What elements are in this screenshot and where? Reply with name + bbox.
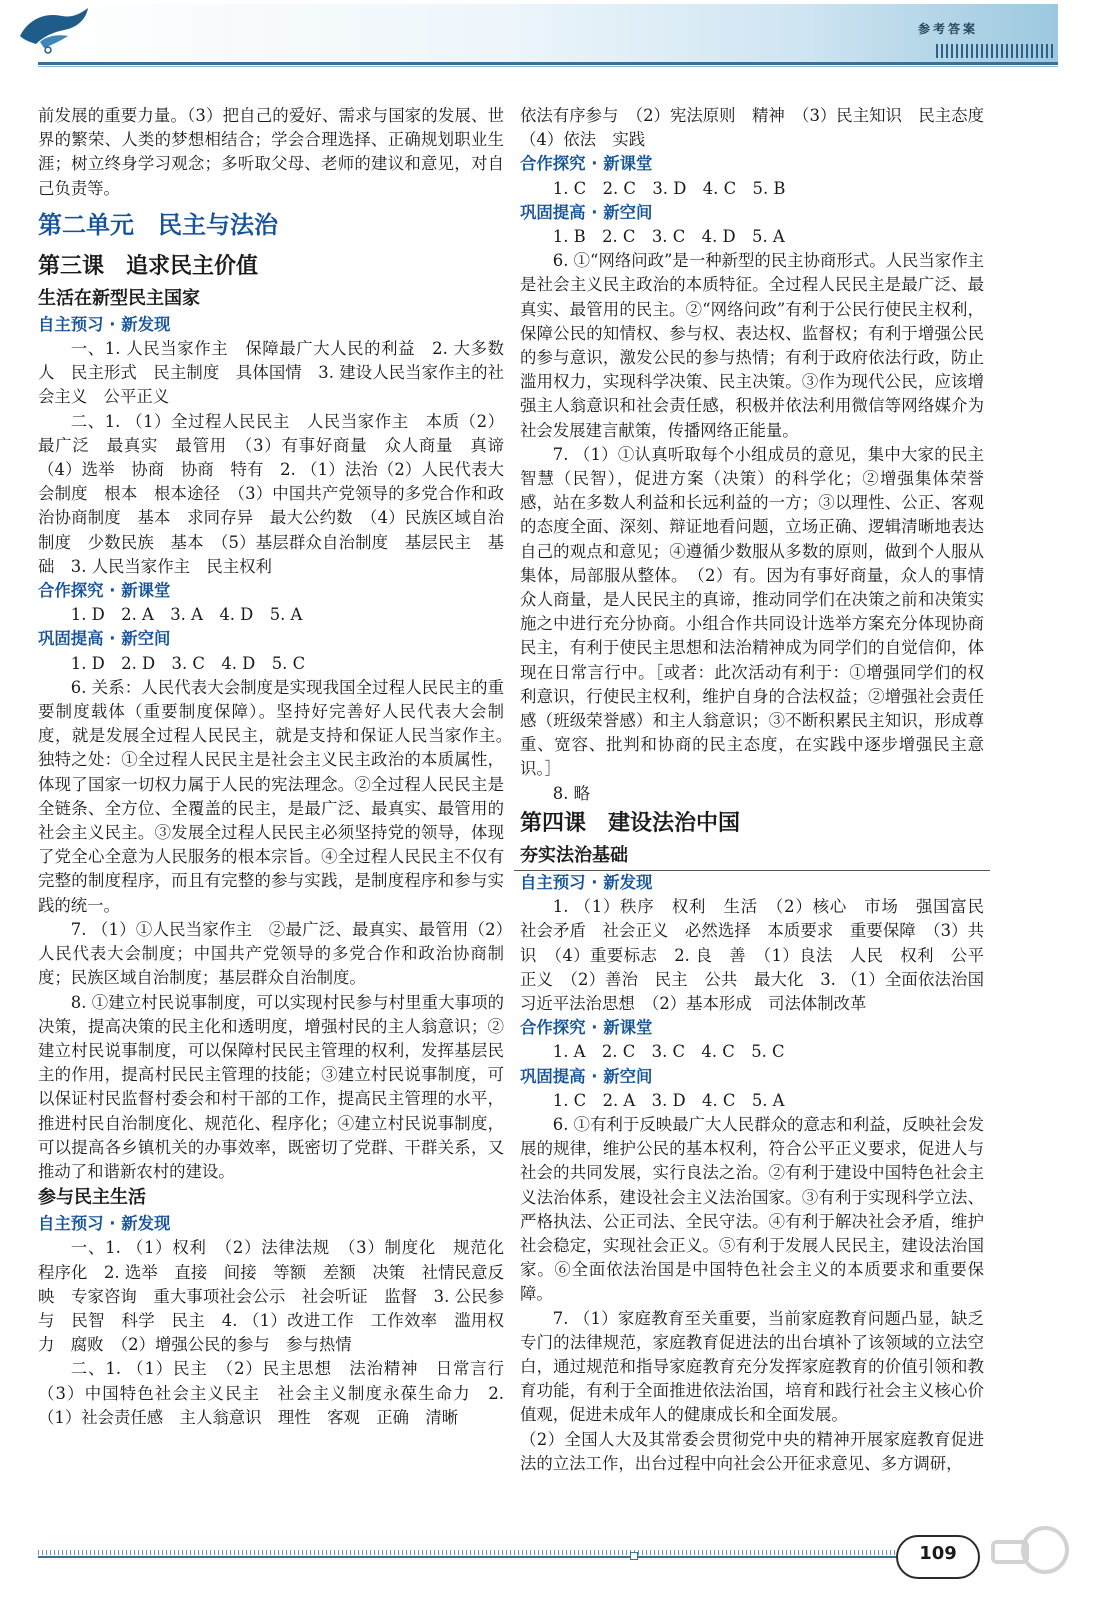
paragraph: 依法有序参与 （2）宪法原则 精神 （3）民主知识 民主态度 （4）依法 实践 xyxy=(520,106,1001,150)
header-rule xyxy=(38,62,1058,65)
section-heading: 自主预习 · 新发现 xyxy=(38,1214,171,1234)
paragraph: 6. 关系：人民代表大会制度是实现我国全过程人民民主的重要制度载体（重要制度保障）。坚持好完善好人民代表大会制度，就是发展全过程人民民主，就是支持和保证人民当家作主。 独特之处：①全过程人民民主是社会主义民主政治的本质属性，体现了国家一切权力属于人民的宪法理念。②全过程人民民主是全链条、全方位、全覆盖的民主，是最广泛、最真实、最管用的社会主义民主。③发展全过程人民民主必须坚持党的领导，体现了党全心全意为人民服务的根本宗旨。④全过程人民民主不仅有完整的制度程序，而且有完整的参与实践，是制度程序和参与实践的统一。 xyxy=(38,677,521,915)
lesson-title: 第三课 追求民主价值 xyxy=(38,253,259,279)
left-column xyxy=(38,104,521,1430)
section-heading: 合作探究 · 新课堂 xyxy=(38,581,171,601)
footer-dot-strip xyxy=(38,1550,898,1555)
header-band xyxy=(38,4,1058,62)
watermark-logo-icon xyxy=(985,1520,1075,1590)
section-heading: 自主预习 · 新发现 xyxy=(38,314,171,334)
section-heading: 巩固提高 · 新空间 xyxy=(520,202,653,222)
header-label: 参考答案 xyxy=(917,22,978,36)
subsection-title: 夯实法治基础 xyxy=(520,844,628,866)
paragraph: 6. ①有利于反映最广大人民群众的意志和利益，反映社会发展的规律，维护公民的基本权利，符合公平正义要求，促进人与社会的共同发展，实行良法之治。②有利于建设中国特色社会主义法治体系，建设社会主义法治国家。③有利于实现科学立法、严格执法、公正司法、全民守法。④有利于解决社会矛盾，维护社会稳定，实现社会正义。⑤有利于发展人民民主，建设法治国家。⑥全面依法治国是中国特色社会主义的本质要求和重要保障。 xyxy=(520,1114,984,1304)
paragraph: 1. D 2. A 3. A 4. D 5. A xyxy=(70,605,303,625)
paragraph: 二、1. （1）民主 （2）民主思想 法治精神 日常言行（3）中国特色社会主义民主 社会主义制度永葆生命力 2. （1）社会责任感 主人翁意识 理性 客观 正确 清晰 xyxy=(38,1359,504,1427)
paragraph: 7. （1）①认真听取每个小组成员的意见，集中大家的民主智慧（民智），促进方案（决策）的科学化；②增强集体荣誉感，站在多数人利益和长远利益的一方；③以理性、公正、客观的态度全面、深刻、辩证地看问题，立场正确、逻辑清晰地表达自己的观点和意见；④遵循少数服从多数的原则，做到个人服从集体，局部服从整体。 （2）有。因为有事好商量，众人的事情众人商量，是人民民主的真谛，推动同学们在决策之前和决策实施之中进行充分协商。小组合作共同设计选举方案充分体现协商民主，有利于使民主思想和法治精神成为同学们的自觉信仰，体现在日常言行中。［或者：此次活动有利于：①增强同学们的权利意识，行使民主权利，维护自身的合法权益；②增强社会责任感（班级荣誉感）和主人翁意识；③不断积累民主知识，形成尊重、宽容、批判和协商的民主态度，在实践中逐步增强民主意识。］ xyxy=(520,444,984,779)
paragraph: 1. （1）秩序 权利 生活 （2）核心 市场 强国富民 社会矛盾 社会正义 必然选择 本质要求 重要保障 （3）共识 （4）重要标志 2. 良 善 （1）良法 人民 权利 公平正义 （2）善治 民主 公共 最大化 3. （1）全面依法治国 习近平法治思想 （2）基本形成 司法体制改革 xyxy=(520,897,1001,1013)
paragraph: 8. ①建立村民说事制度，可以实现村民参与村里重大事项的决策，提高决策的民主化和透明度，增强村民的主人翁意识；②建立村民说事制度，可以保障村民民主管理的权利，发挥基层民主的作用，提高村民民主管理的技能；③建立村民说事制度，可以保证村民监督村委会和村干部的工作，提高民主管理的水平，推进村民自治制度化、规范化、程序化；④建立村民说事制度，可以提高各乡镇机关的办事效率，既密切了党群、干群关系，又推动了和谐新农村的建设。 xyxy=(38,992,504,1181)
footer-square-mark xyxy=(630,1552,638,1560)
section-heading: 自主预习 · 新发现 xyxy=(520,872,653,892)
unit-title: 第二单元 民主与法治 xyxy=(38,210,278,239)
paragraph: 前发展的重要力量。（3）把自己的爱好、需求与国家的发展、世界的繁荣、人类的梦想相结合；学会合理选择、正确规划职业生涯；树立终身学习观念；多听取父母、老师的建议和意见，对自己负责等。 xyxy=(38,106,504,198)
paragraph: 1. C 2. C 3. D 4. C 5. B xyxy=(552,178,786,198)
paragraph: 8. 略 xyxy=(552,783,591,803)
paragraph: 1. D 2. D 3. C 4. D 5. C xyxy=(70,653,306,673)
paragraph: 7. （1）家庭教育至关重要，当前家庭教育问题凸显，缺乏专门的法律规范，家庭教育促进法的出台填补了该领域的立法空白，通过规范和指导家庭教育充分发挥家庭教育的价值引领和教育功能，有利于全面推进依法治国，培育和践行社会主义核心价值观，促进未成年人的健康成长和全面发展。 xyxy=(520,1308,984,1425)
footer-rule xyxy=(38,1556,898,1558)
paragraph: 6. ①“网络问政”是一种新型的民主协商形式。人民当家作主是社会主义民主政治的本质特征。全过程人民民主是最广泛、最真实、最管用的民主。②“网络问政”有利于公民行使民主权利，保障公民的知情权、参与权、表达权、监督权；有利于增强公民的参与意识，激发公民的参与热情；有利于政府依法行政，防止滥用权力，实现科学决策、民主决策。③作为现代公民，应该增强主人翁意识和社会责任感，积极并依法利用微信等网络媒介为社会发展建言献策，传播网络正能量。 xyxy=(520,251,984,440)
section-heading: 巩固提高 · 新空间 xyxy=(520,1066,653,1086)
right-column xyxy=(520,104,1001,1476)
subsection-title: 生活在新型民主国家 xyxy=(38,287,200,309)
paragraph: 1. C 2. A 3. D 4. C 5. A xyxy=(552,1090,785,1110)
header-rule-thin xyxy=(38,66,1058,67)
paragraph: 1. A 2. C 3. C 4. C 5. C xyxy=(552,1042,785,1062)
section-heading: 合作探究 · 新课堂 xyxy=(520,154,653,174)
publisher-logo-icon xyxy=(14,2,104,60)
header-tick-strip xyxy=(936,44,1056,58)
lesson-title: 第四课 建设法治中国 xyxy=(520,810,741,836)
section-heading: 巩固提高 · 新空间 xyxy=(38,629,171,649)
subsection-title: 参与民主生活 xyxy=(38,1187,146,1209)
page-header xyxy=(0,0,1096,70)
paragraph: 一、1. （1）权利 （2）法律法规 （3）制度化 规范化 程序化 2. 选举 直接 间接 等额 差额 决策 社情民意反映 专家咨询 重大事项社会公示 社会听证 监督 3. 公民参与 民智 科学 民主 4. （1）改进工作 工作效率 滥用权力 腐败 （2）增强公民的参与 参与热情 xyxy=(38,1238,521,1355)
section-heading: 合作探究 · 新课堂 xyxy=(520,1018,653,1038)
paragraph: 7. （1）①人民当家作主 ②最广泛、最真实、最管用（2）人民代表大会制度；中国共产党领导的多党合作和政治协商制度；民族区域自治制度；基层群众自治制度。 xyxy=(38,919,504,988)
paragraph: 1. B 2. C 3. C 4. D 5. A xyxy=(552,227,785,247)
paragraph: 二、1. （1）全过程人民民主 人民当家作主 本质（2）最广泛 最真实 最管用 （3）有事好商量 众人商量 真谛 （4）选举 协商 协商 特有 2. （1）法治（2）人民代表大会制度 根本 根本途径 （3）中国共产党领导的多党合作和政治协商制度 基本 求同存异 最大公约数 （4）民族区域自治制度 少数民族 基本 （5）基层群众自治制度 基层民主 基础 3. 人民当家作主 民主权利 xyxy=(38,411,521,576)
paragraph: 一、1. 人民当家作主 保障最广大人民的利益 2. 大多数人 民主形式 民主制度 具体国情 3. 建设人民当家作主的社会主义 公平正义 xyxy=(38,339,504,407)
paragraph: （2）全国人大及其常委会贯彻党中央的精神开展家庭教育促进法的立法工作，出台过程中向社会公开征求意见、多方调研， xyxy=(520,1429,984,1473)
page-number: 109 xyxy=(919,1543,957,1564)
